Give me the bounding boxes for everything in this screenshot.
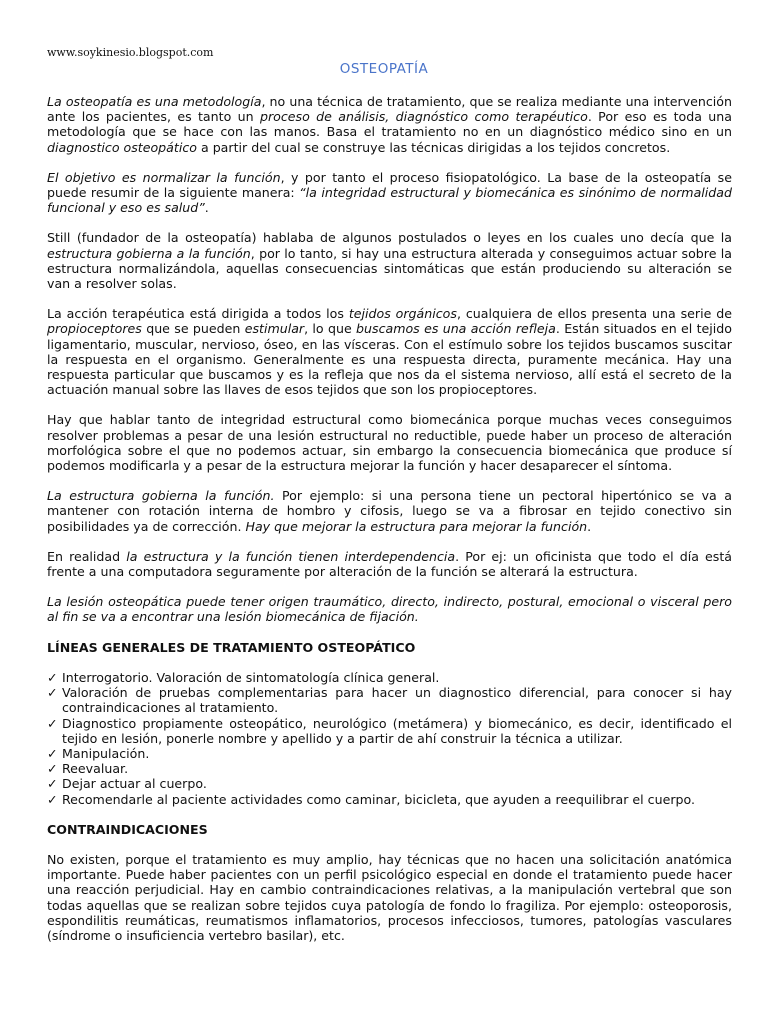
- paragraph-still: Still (fundador de la osteopatía) hablaba de algunos postulados o leyes en los cuales uno decía que la estructura gobierna a la función, por lo tanto, si hay una estructura alterada y conseguimos actuar sobre la estructura normalizándola, aquellas consecuencias sintomáticas que están produciendo su alteración se van a resolver solas.: [47, 230, 732, 292]
- paragraph-definition: La osteopatía es una metodología, no una técnica de tratamiento, que se realiza mediante una intervención ante los pacientes, es tanto un proceso de análisis, diagnóstico como terapéutico. Por eso es toda una metodología que se hace con las manos. Basa el tratamiento no en un diagnóstico médico sino en un diagnostico osteopático a partir del cual se construye las técnicas dirigidas a los tejidos concretos.: [47, 94, 732, 155]
- section-heading-treatment: LÍNEAS GENERALES DE TRATAMIENTO OSTEOPÁTICO: [47, 639, 416, 655]
- list-item: ✓ Valoración de pruebas complementarias para hacer un diagnostico diferencial, para conocer si hay contraindicaciones al tratamiento.: [47, 685, 732, 716]
- paragraph-interdependence: En realidad la estructura y la función tienen interdependencia. Por ej: un oficinista que todo el día está frente a una computadora seguramente por alteración de la función se alterará la estructura.: [47, 548, 733, 580]
- list-item: ✓ Reevaluar.: [47, 761, 129, 777]
- treatment-list: [47, 670, 732, 807]
- checkmark-icon: ✓: [47, 685, 58, 701]
- checkmark-icon: ✓: [47, 791, 58, 807]
- document-body: [47, 94, 732, 958]
- source-url[interactable]: www.soykinesio.blogspot.com: [47, 46, 214, 59]
- checkmark-icon: ✓: [47, 776, 58, 792]
- paragraph-integrity: Hay que hablar tanto de integridad estructural como biomecánica porque muchas veces conseguimos resolver problemas a pesar de una lesión estructural no reductible, puede haber un proceso de alteración morfológica sobre el que no podemos actuar, sin embargo la consecuencia biomecánica que produce sí podemos modificarla y a pesar de la estructura mejorar la función y hacer desaparecer el síntoma.: [47, 412, 732, 474]
- list-item: ✓ Diagnostico propiamente osteopático, neurológico (metámera) y biomecánico, es decir, identificado el tejido en lesión, ponerle nombre y apellido y a partir de ahí construir la técnica a utilizar.: [47, 715, 732, 746]
- paragraph-lesion: La lesión osteopática puede tener origen traumático, directo, indirecto, postural, emocional o visceral pero al fin se va a encontrar una lesión biomecánica de fijación.: [47, 594, 732, 625]
- paragraph-structure-function: La estructura gobierna la función. Por ejemplo: si una persona tiene un pectoral hipertónico se va a mantener con rotación interna de hombro y cifosis, luego se va a fibrosar en tejido conectivo sin posibilidades ya de corrección. Hay que mejorar la estructura para mejorar la función.: [47, 488, 732, 534]
- list-item: ✓ Manipulación.: [47, 745, 150, 761]
- checkmark-icon: ✓: [47, 761, 58, 777]
- list-item: ✓ Dejar actuar al cuerpo.: [47, 776, 207, 792]
- paragraph-objective: El objetivo es normalizar la función, y por tanto el proceso fisiopatológico. La base de la osteopatía se puede resumir de la siguiente manera: “la integridad estructural y biomecánica es sinónimo de normalidad funcional y eso es salud”.: [47, 169, 732, 216]
- checkmark-icon: ✓: [47, 745, 58, 761]
- page-title: OSTEOPATÍA: [339, 61, 429, 77]
- paragraph-therapeutic-action: La acción terapéutica está dirigida a todos los tejidos orgánicos, cualquiera de ellos presenta una serie de propioceptores que se pueden estimular, lo que buscamos es una acción refleja. Están situados en el tejido ligamentario, muscular, nervioso, óseo, en las vísceras. Con el estímulo sobre los tejidos buscamos suscitar la respuesta en el organismo. Generalmente es una respuesta directa, puramente mecánica. Hay una respuesta particular que buscamos y es la refleja que nos da el sistema nervioso, allí está el secreto de la actuación manual sobre las llaves de esos tejidos que son los propioceptores.: [47, 306, 733, 398]
- paragraph-contraindications: No existen, porque el tratamiento es muy amplio, hay técnicas que no hacen una solicitación anatómica importante. Puede haber pacientes con un perfil psicológico especial en donde el tratamiento puede hacer una reacción perjudicial. Hay en cambio contraindicaciones relativas, a la manipulación vertebral que son todas aquellas que se realizan sobre tejidos cuya patología de fondo lo fragiliza. Por ejemplo: osteoporosis, espondilitis reumáticas, reumatismos inflamatorios, procesos infecciosos, tumores, patologías vasculares (síndrome o insuficiencia vertebro basilar), etc.: [47, 851, 732, 943]
- list-item: ✓ Interrogatorio. Valoración de sintomatología clínica general.: [47, 669, 440, 685]
- list-item: ✓ Recomendarle al paciente actividades como caminar, bicicleta, que ayuden a reequilibrar el cuerpo.: [47, 791, 695, 807]
- section-heading-contraindications: CONTRAINDICACIONES: [47, 821, 208, 837]
- checkmark-icon: ✓: [47, 715, 58, 731]
- checkmark-icon: ✓: [47, 669, 58, 685]
